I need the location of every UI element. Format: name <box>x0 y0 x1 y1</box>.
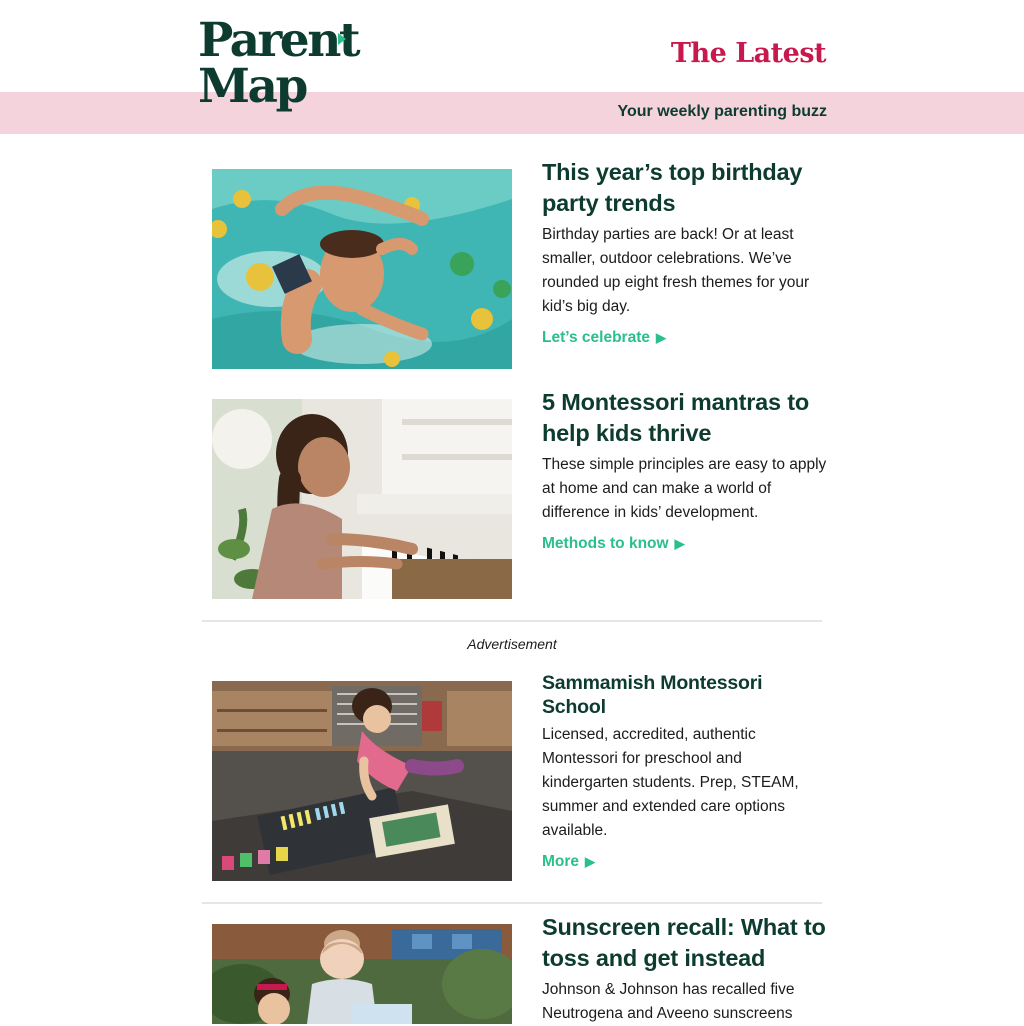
section-title: The Latest <box>670 38 826 69</box>
divider <box>202 620 822 622</box>
piano-photo-illustration <box>212 399 512 599</box>
lets-celebrate-link[interactable] <box>542 329 666 347</box>
article-image-pool-kid[interactable] <box>212 169 512 369</box>
divider <box>202 902 822 904</box>
article-description: These simple principles are easy to apply at home and can make a world of difference in kids’ development. <box>542 456 827 521</box>
article-description: Birthday parties are back! Or at least smaller, outdoor celebrations. We’ve rounded up eight fresh themes for your kid’s big day. <box>542 226 810 315</box>
logo-play-icon <box>338 33 346 45</box>
ad-title[interactable]: Sammamish Montessori School <box>542 672 763 718</box>
article-title[interactable]: 5 Montessori mantras to help kids thrive <box>542 389 810 446</box>
article-description: Johnson & Johnson has recalled five Neutrogena and Aveeno sunscreens <box>542 981 795 1022</box>
more-link[interactable] <box>542 853 595 871</box>
article-title[interactable]: This year’s top birthday party trends <box>542 159 803 216</box>
pool-photo-illustration <box>212 169 512 369</box>
play-arrow-icon: ▶ <box>674 536 685 551</box>
sunscreen-photo-illustration <box>212 924 512 1024</box>
play-arrow-icon: ▶ <box>585 854 596 869</box>
parentmap-logo[interactable] <box>198 13 359 122</box>
logo-line-map: Map <box>198 59 306 114</box>
ad-description: Licensed, accredited, authentic Montessori for preschool and kindergarten students. Prep, STEAM, summer and extended care options available. <box>542 726 799 839</box>
cta-label: Let’s celebrate <box>542 329 650 346</box>
logo-line-parent: Parent <box>198 13 359 68</box>
article-image-sunscreen[interactable] <box>212 924 512 1024</box>
cta-label: Methods to know <box>542 535 669 552</box>
tagline-banner <box>0 92 1024 134</box>
advertisement-label: Advertisement <box>467 636 557 652</box>
play-arrow-icon: ▶ <box>655 330 666 345</box>
methods-to-know-link[interactable] <box>542 535 685 553</box>
article-image-piano-girl[interactable] <box>212 399 512 599</box>
ad-image-classroom[interactable] <box>212 681 512 881</box>
tagline: Your weekly parenting buzz <box>617 103 827 120</box>
cta-label: More <box>542 853 580 870</box>
classroom-photo-illustration <box>212 681 512 881</box>
article-title[interactable]: Sunscreen recall: What to toss and get instead <box>542 914 826 971</box>
